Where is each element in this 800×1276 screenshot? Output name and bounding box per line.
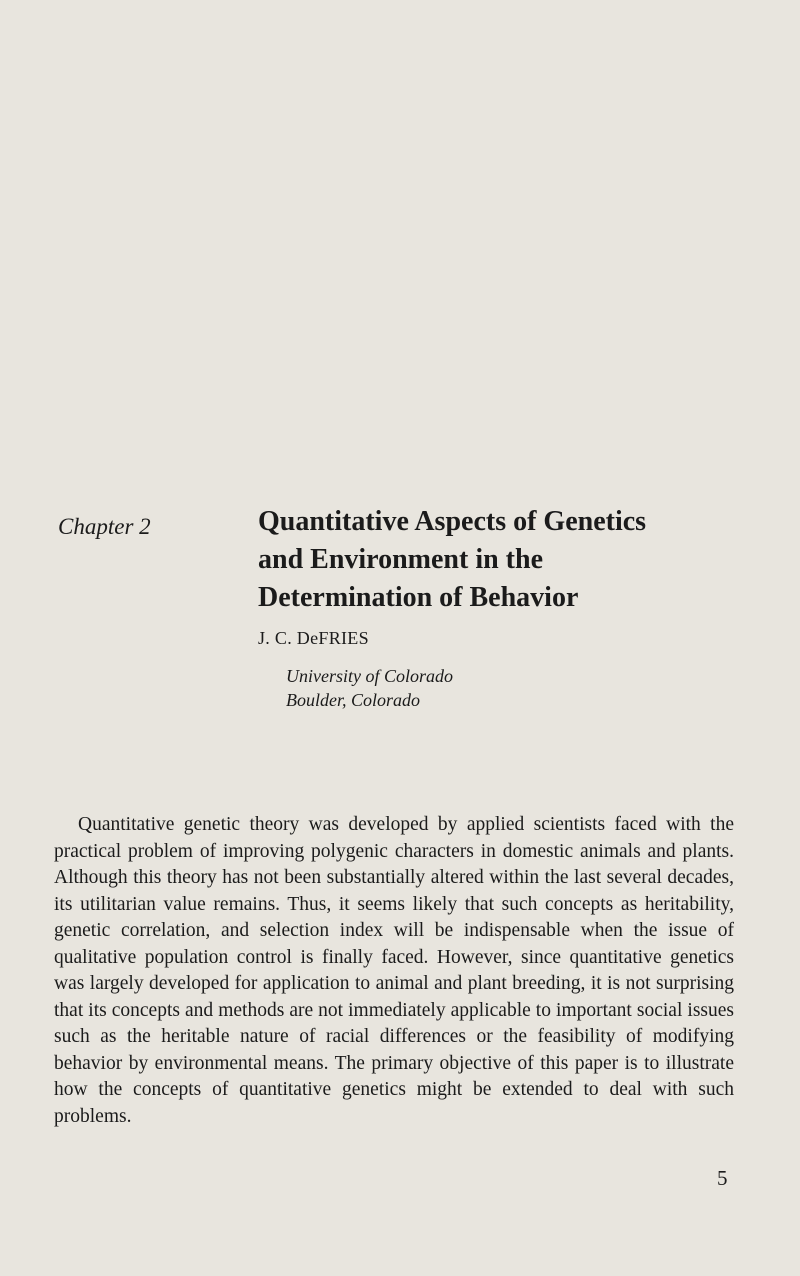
chapter-label: Chapter 2 — [58, 514, 151, 539]
chapter-title-line: and Environment in the — [258, 544, 543, 575]
affiliation-line: University of Colorado — [286, 666, 453, 686]
chapter-title-line: Determination of Behavior — [258, 582, 579, 613]
chapter-title-line: Quantitative Aspects of Genetics — [258, 506, 647, 537]
author-name: J. C. DeFRIES — [258, 628, 369, 648]
body-paragraph: Quantitative genetic theory was developed by applied scientists faced with the practical problem of improving polygenic characters in domestic animals and plants. Although this theory has not been substantially altered within the last several decades, its utilitarian value remains. Thus, it seems likely that such concepts as heritability, genetic correlation, and selection index will be indispensable when the issue of qualitative population control is finally faced. However, since quantitative genetics was largely developed for application to animal and plant breeding, it is not surprising that its concepts and methods are not immediately applicable to important social issues such as the heritable nature of racial differences or the feasibility of modifying behavior by environmental means. The primary objective of this paper is to illustrate how the concepts of quantitative genetics might be extended to deal with such problems. — [54, 814, 734, 1127]
chapter-title — [258, 503, 728, 617]
page-number: 5 — [717, 1166, 728, 1190]
author-affiliation — [286, 664, 453, 712]
affiliation-line: Boulder, Colorado — [286, 690, 421, 710]
